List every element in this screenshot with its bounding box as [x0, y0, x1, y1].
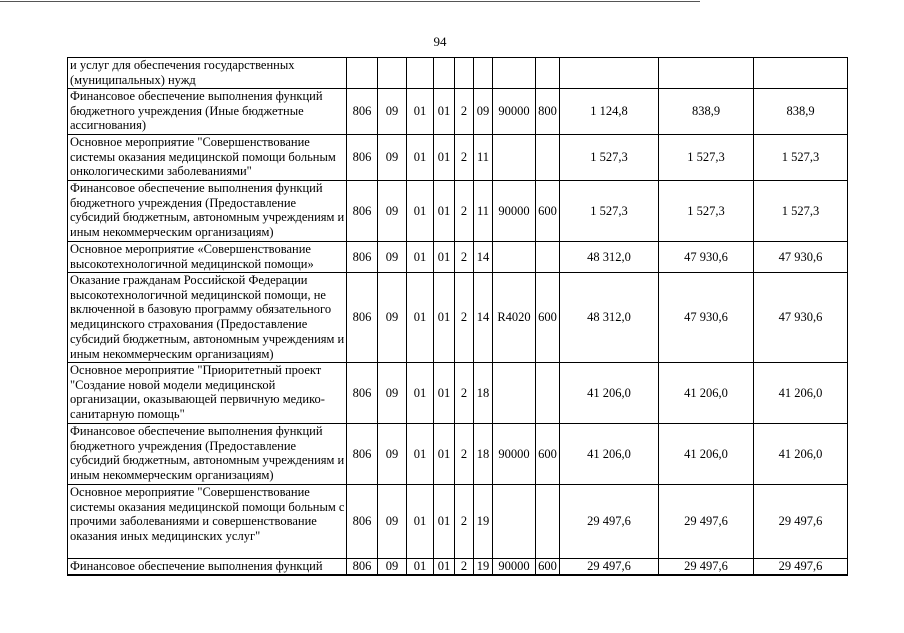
program-code-cell: 01 [434, 181, 455, 242]
direction-code-cell: 90000 [493, 559, 536, 575]
row-name-cell: Основное мероприятие "Совершенствование системы оказания медицинской помощи больным онкологическими заболеваниями" [68, 135, 347, 181]
amount-year3-cell: 47 930,6 [754, 273, 848, 363]
expense-type-cell [536, 363, 560, 424]
amount-year1-cell: 48 312,0 [560, 242, 659, 273]
amount-year1-cell: 1 124,8 [560, 89, 659, 135]
program-code-cell: 01 [434, 424, 455, 485]
subprogram-code-cell: 2 [455, 273, 474, 363]
event-code-cell: 14 [474, 242, 493, 273]
program-code-cell: 01 [434, 135, 455, 181]
expense-type-cell: 600 [536, 559, 560, 575]
amount-year2-cell: 29 497,6 [659, 485, 754, 559]
subsection-code-cell: 01 [407, 424, 434, 485]
amount-year1-cell: 41 206,0 [560, 424, 659, 485]
amount-year3-cell: 838,9 [754, 89, 848, 135]
amount-year1-cell: 29 497,6 [560, 485, 659, 559]
row-name-cell: Основное мероприятие "Приоритетный проект "Создание новой модели медицинской организации, оказывающей первичную медико-санитарную помощь" [68, 363, 347, 424]
table-row [68, 242, 848, 273]
admin-code-cell: 806 [347, 89, 378, 135]
table-row [68, 135, 848, 181]
event-code-cell: 18 [474, 424, 493, 485]
direction-code-cell [493, 363, 536, 424]
table-row [68, 363, 848, 424]
section-code-cell: 09 [378, 89, 407, 135]
amount-year2-cell: 1 527,3 [659, 181, 754, 242]
section-code-cell: 09 [378, 273, 407, 363]
table-row [68, 424, 848, 485]
amount-year1-cell: 48 312,0 [560, 273, 659, 363]
program-code-cell: 01 [434, 89, 455, 135]
subsection-code-cell: 01 [407, 559, 434, 575]
subsection-code-cell: 01 [407, 181, 434, 242]
table-row [68, 58, 848, 89]
admin-code-cell: 806 [347, 273, 378, 363]
amount-year3-cell [754, 58, 848, 89]
direction-code-cell: R4020 [493, 273, 536, 363]
amount-year3-cell: 41 206,0 [754, 424, 848, 485]
direction-code-cell [493, 58, 536, 89]
amount-year1-cell: 1 527,3 [560, 135, 659, 181]
table-row [68, 89, 848, 135]
amount-year1-cell: 29 497,6 [560, 559, 659, 575]
direction-code-cell: 90000 [493, 181, 536, 242]
row-name-cell: и услуг для обеспечения государственных (муниципальных) нужд [68, 58, 347, 89]
program-code-cell: 01 [434, 485, 455, 559]
event-code-cell: 19 [474, 485, 493, 559]
direction-code-cell: 90000 [493, 89, 536, 135]
row-name-cell: Оказание гражданам Российской Федерации высокотехнологичной медицинской помощи, не включенной в базовую программу обязательного медицинского страхования (Предоставление субсидий бюджетным, автономным учреждениям и иным некоммерческим организациям) [68, 273, 347, 363]
subprogram-code-cell [455, 58, 474, 89]
admin-code-cell: 806 [347, 242, 378, 273]
subprogram-code-cell: 2 [455, 181, 474, 242]
amount-year3-cell: 29 497,6 [754, 485, 848, 559]
subsection-code-cell [407, 58, 434, 89]
section-code-cell: 09 [378, 485, 407, 559]
event-code-cell: 19 [474, 559, 493, 575]
amount-year2-cell [659, 58, 754, 89]
section-code-cell: 09 [378, 559, 407, 575]
admin-code-cell [347, 58, 378, 89]
event-code-cell [474, 58, 493, 89]
amount-year3-cell: 1 527,3 [754, 181, 848, 242]
expense-type-cell: 600 [536, 181, 560, 242]
subprogram-code-cell: 2 [455, 559, 474, 575]
expense-type-cell [536, 58, 560, 89]
row-name-cell: Финансовое обеспечение выполнения функций [68, 559, 347, 575]
program-code-cell: 01 [434, 363, 455, 424]
event-code-cell: 09 [474, 89, 493, 135]
expense-type-cell [536, 242, 560, 273]
direction-code-cell [493, 485, 536, 559]
admin-code-cell: 806 [347, 424, 378, 485]
table-row [68, 485, 848, 559]
admin-code-cell: 806 [347, 181, 378, 242]
top-rule [0, 1, 700, 2]
section-code-cell: 09 [378, 181, 407, 242]
amount-year2-cell: 47 930,6 [659, 242, 754, 273]
amount-year2-cell: 41 206,0 [659, 363, 754, 424]
budget-table [67, 57, 848, 576]
row-name-cell: Основное мероприятие "Совершенствование системы оказания медицинской помощи больным с прочими заболеваниями и совершенствование оказания иных медицинских услуг" [68, 485, 347, 559]
section-code-cell: 09 [378, 242, 407, 273]
subsection-code-cell: 01 [407, 273, 434, 363]
direction-code-cell [493, 135, 536, 181]
amount-year3-cell: 47 930,6 [754, 242, 848, 273]
row-name-cell: Финансовое обеспечение выполнения функций бюджетного учреждения (Предоставление субсидий бюджетным, автономным учреждениям и иным некоммерческим организациям) [68, 424, 347, 485]
event-code-cell: 14 [474, 273, 493, 363]
subsection-code-cell: 01 [407, 135, 434, 181]
amount-year1-cell: 1 527,3 [560, 181, 659, 242]
row-name-cell: Финансовое обеспечение выполнения функций бюджетного учреждения (Иные бюджетные ассигнования) [68, 89, 347, 135]
subsection-code-cell: 01 [407, 242, 434, 273]
table-row [68, 559, 848, 575]
subprogram-code-cell: 2 [455, 424, 474, 485]
section-code-cell: 09 [378, 424, 407, 485]
event-code-cell: 11 [474, 135, 493, 181]
direction-code-cell [493, 242, 536, 273]
event-code-cell: 11 [474, 181, 493, 242]
admin-code-cell: 806 [347, 363, 378, 424]
subsection-code-cell: 01 [407, 363, 434, 424]
subsection-code-cell: 01 [407, 485, 434, 559]
admin-code-cell: 806 [347, 135, 378, 181]
amount-year2-cell: 838,9 [659, 89, 754, 135]
expense-type-cell: 600 [536, 424, 560, 485]
amount-year3-cell: 41 206,0 [754, 363, 848, 424]
amount-year2-cell: 1 527,3 [659, 135, 754, 181]
amount-year3-cell: 29 497,6 [754, 559, 848, 575]
page-number: 94 [433, 34, 447, 49]
expense-type-cell [536, 485, 560, 559]
section-code-cell [378, 58, 407, 89]
program-code-cell: 01 [434, 559, 455, 575]
table-row [68, 181, 848, 242]
section-code-cell: 09 [378, 135, 407, 181]
amount-year1-cell: 41 206,0 [560, 363, 659, 424]
amount-year2-cell: 41 206,0 [659, 424, 754, 485]
expense-type-cell [536, 135, 560, 181]
subprogram-code-cell: 2 [455, 135, 474, 181]
subprogram-code-cell: 2 [455, 89, 474, 135]
admin-code-cell: 806 [347, 485, 378, 559]
subprogram-code-cell: 2 [455, 363, 474, 424]
subsection-code-cell: 01 [407, 89, 434, 135]
table-row [68, 273, 848, 363]
amount-year1-cell [560, 58, 659, 89]
program-code-cell [434, 58, 455, 89]
subprogram-code-cell: 2 [455, 242, 474, 273]
section-code-cell: 09 [378, 363, 407, 424]
row-name-cell: Основное мероприятие «Совершенствование высокотехнологичной медицинской помощи» [68, 242, 347, 273]
direction-code-cell: 90000 [493, 424, 536, 485]
row-name-cell: Финансовое обеспечение выполнения функций бюджетного учреждения (Предоставление субсидий бюджетным, автономным учреждениям и иным некоммерческим организациям) [68, 181, 347, 242]
admin-code-cell: 806 [347, 559, 378, 575]
amount-year3-cell: 1 527,3 [754, 135, 848, 181]
event-code-cell: 18 [474, 363, 493, 424]
expense-type-cell: 600 [536, 273, 560, 363]
amount-year2-cell: 47 930,6 [659, 273, 754, 363]
program-code-cell: 01 [434, 273, 455, 363]
amount-year2-cell: 29 497,6 [659, 559, 754, 575]
expense-type-cell: 800 [536, 89, 560, 135]
subprogram-code-cell: 2 [455, 485, 474, 559]
program-code-cell: 01 [434, 242, 455, 273]
